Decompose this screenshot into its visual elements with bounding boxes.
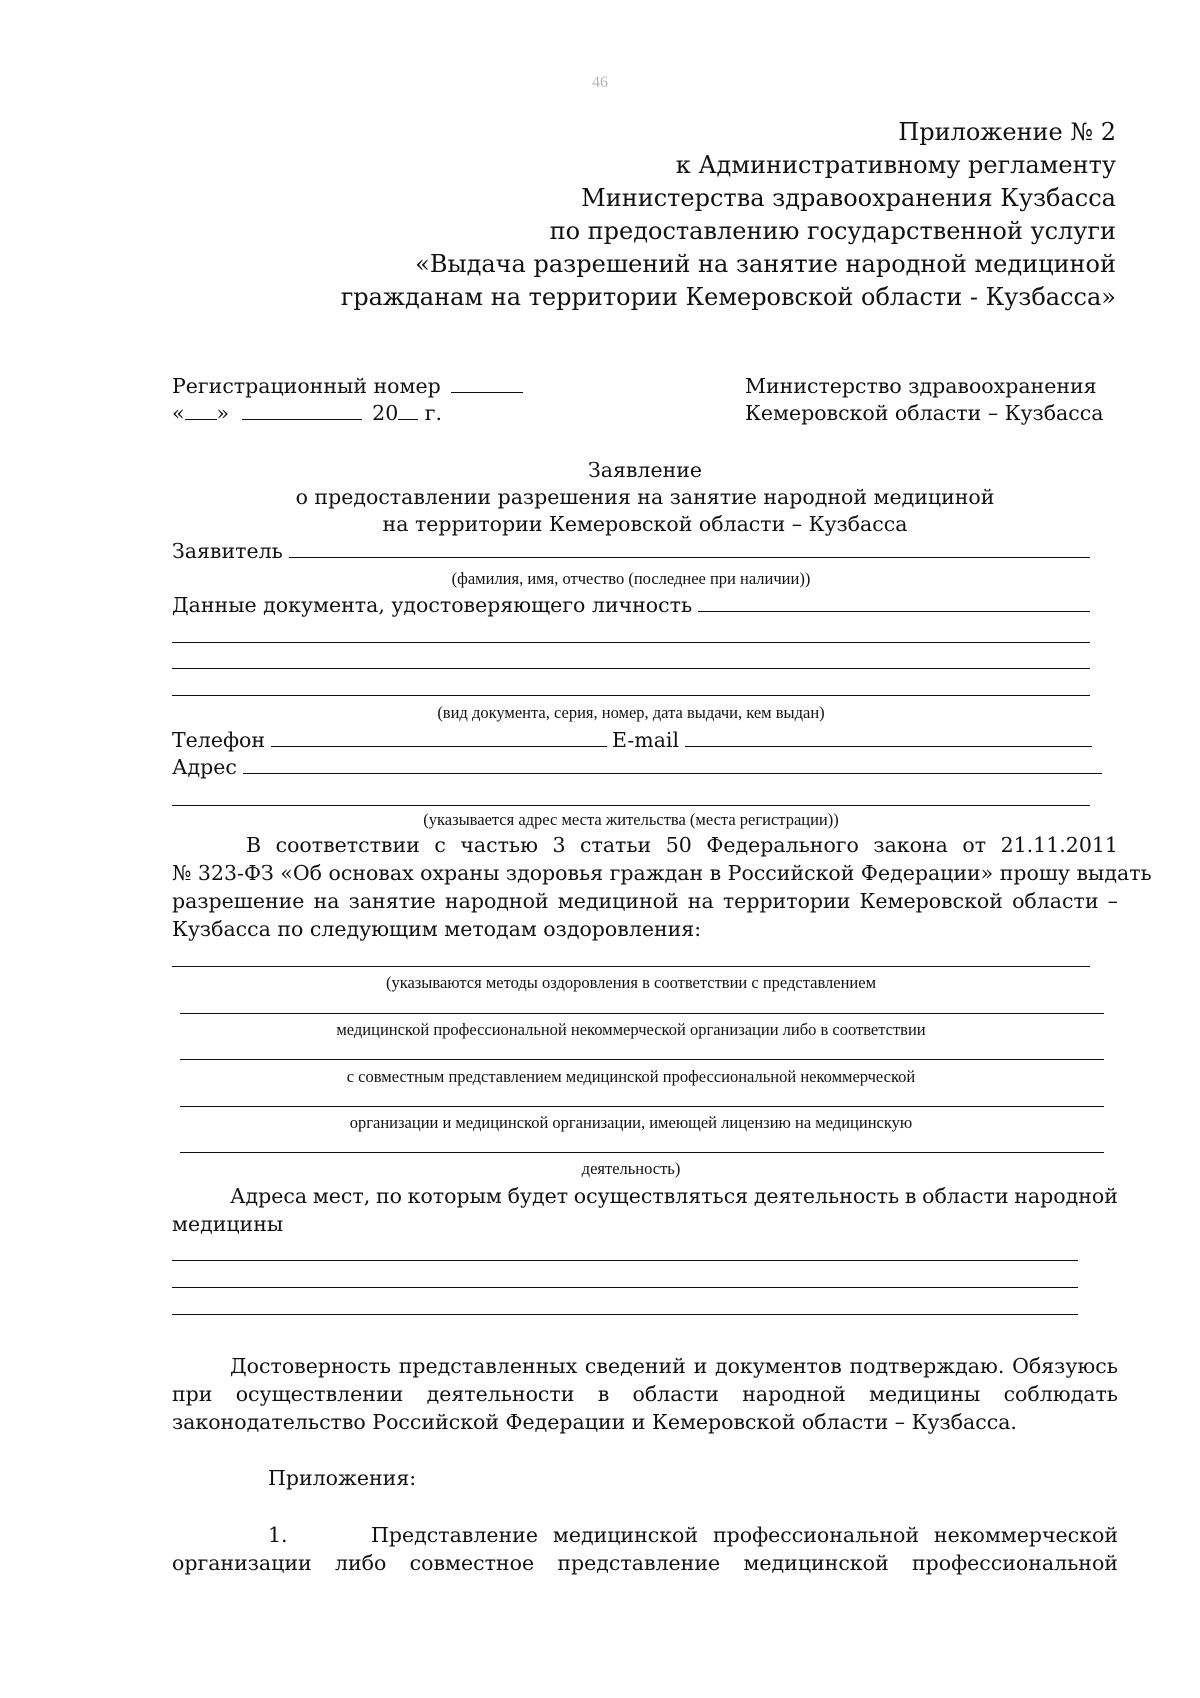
word: области <box>1012 889 1099 913</box>
word: организации <box>172 1551 312 1575</box>
day-blank[interactable] <box>185 401 217 420</box>
address-hint: (указывается адрес места жительства (места регистрации)) <box>423 810 839 829</box>
address-row <box>172 754 1102 780</box>
methods-line-2[interactable] <box>180 1013 1104 1014</box>
recipient-line-2: Кемеровской области – Кузбасса <box>745 401 1104 425</box>
word: сведений <box>584 1354 686 1378</box>
methods-line-1[interactable] <box>172 966 1090 967</box>
word: Представление <box>371 1523 538 1547</box>
recipient-line-1: Министерство здравоохранения <box>745 374 1097 398</box>
methods-hint-1: (указываются методы оздоровления в соответствии с представлением <box>385 973 877 992</box>
attachment-1-line-2 <box>172 1550 1118 1576</box>
word: закона <box>873 833 948 857</box>
places-line-2: медицины <box>172 1212 284 1236</box>
registration-date <box>172 400 442 426</box>
confirmation-line-1 <box>230 1353 1118 1379</box>
word: представление <box>557 1551 721 1575</box>
month-blank[interactable] <box>242 401 362 420</box>
word: Кемеровской <box>859 889 1003 913</box>
word: области <box>922 1184 1009 1208</box>
word: В <box>246 833 262 857</box>
date-open-quote: « <box>172 401 185 425</box>
attachment-1-number: 1. <box>268 1523 288 1547</box>
word: подтверждаю. <box>849 1354 1005 1378</box>
places-line-1 <box>230 1183 1118 1209</box>
word: по <box>375 1184 402 1208</box>
id-doc-line-2[interactable] <box>172 642 1090 643</box>
request-line-3 <box>172 888 1118 914</box>
id-doc-line-3[interactable] <box>172 668 1090 669</box>
word: в <box>597 1382 610 1406</box>
word: документов <box>714 1354 842 1378</box>
word: от <box>962 833 987 857</box>
email-row <box>612 727 1092 753</box>
methods-hint-5: деятельность) <box>581 1159 681 1178</box>
address-line-2[interactable] <box>172 805 1090 806</box>
appendix-line-5: «Выдача разрешений на занятие народной медициной <box>415 250 1116 278</box>
word: медицинской <box>743 1551 889 1575</box>
appendix-line-6: гражданам на территории Кемеровской области - Кузбасса» <box>340 283 1116 311</box>
word: Адреса <box>230 1184 308 1208</box>
id-doc-hint: (вид документа, серия, номер, дата выдачи, кем выдан) <box>437 703 825 722</box>
applicant-row <box>172 538 1090 564</box>
word: некоммерческой <box>933 1523 1118 1547</box>
methods-line-3[interactable] <box>180 1059 1104 1060</box>
phone-row <box>172 727 607 753</box>
methods-line-4[interactable] <box>180 1106 1104 1107</box>
appendix-line-2: к Административному регламенту <box>675 151 1116 179</box>
word: профессиональной <box>911 1551 1118 1575</box>
word: будет <box>507 1184 569 1208</box>
methods-hint-2: медицинской профессиональной некоммерческой организации либо в соответствии <box>336 1020 926 1039</box>
word: профессиональной <box>712 1523 919 1547</box>
attachment-1-line-1 <box>371 1522 1118 1548</box>
word: представленных <box>398 1354 578 1378</box>
document-title: Заявление <box>587 458 703 482</box>
word: деятельности <box>426 1382 575 1406</box>
word: народной <box>1014 1184 1118 1208</box>
places-field-1[interactable] <box>172 1260 1078 1261</box>
word: мест, <box>312 1184 371 1208</box>
word: народной <box>742 1382 846 1406</box>
word: осуществлении <box>235 1382 404 1406</box>
word: частью <box>460 833 538 857</box>
word: деятельность <box>753 1184 900 1208</box>
word: области <box>632 1382 719 1406</box>
registration-number-blank[interactable] <box>451 374 523 393</box>
word: при <box>172 1382 213 1406</box>
year-suffix: г. <box>424 401 443 425</box>
appendix-line-4: по предоставлению государственной услуги <box>549 217 1116 245</box>
email-label: E-mail <box>612 728 680 752</box>
request-line-1 <box>246 832 1118 858</box>
address-field[interactable] <box>243 757 1102 774</box>
document-subtitle-2: на территории Кемеровской области – Кузбасса <box>382 512 908 536</box>
applicant-label: Заявитель <box>172 539 283 563</box>
applicant-hint: (фамилия, имя, отчество (последнее при наличии)) <box>451 569 811 588</box>
confirmation-line-2 <box>172 1381 1118 1407</box>
methods-hint-4: организации и медицинской организации, имеющей лицензию на медицинскую <box>349 1113 913 1132</box>
word: Обязуюсь <box>1012 1354 1118 1378</box>
word: Федерального <box>706 833 859 857</box>
id-doc-label: Данные документа, удостоверяющего личность <box>172 593 693 617</box>
word: 3 <box>552 833 566 857</box>
date-close-quote: » <box>216 401 230 425</box>
phone-label: Телефон <box>172 728 266 752</box>
confirmation-line-3: законодательство Российской Федерации и Кемеровской области – Кузбасса. <box>172 1410 1017 1434</box>
word: осуществляться <box>573 1184 749 1208</box>
page-number: 46 <box>592 74 608 91</box>
email-field[interactable] <box>685 730 1092 747</box>
word: с <box>434 833 446 857</box>
registration-number-label: Регистрационный номер <box>172 374 441 398</box>
places-field-3[interactable] <box>172 1314 1078 1315</box>
word: Достоверность <box>230 1354 391 1378</box>
word: в <box>904 1184 917 1208</box>
registration-number <box>172 373 523 399</box>
methods-line-5[interactable] <box>180 1152 1104 1153</box>
word: либо <box>334 1551 387 1575</box>
word: медицинской <box>552 1523 699 1547</box>
appendix-line-3: Министерства здравоохранения Кузбасса <box>581 184 1116 212</box>
word: которым <box>407 1184 502 1208</box>
word: совместное <box>409 1551 535 1575</box>
word: на <box>687 889 714 913</box>
id-doc-line-4[interactable] <box>172 695 1090 696</box>
word: медициной <box>557 889 679 913</box>
id-doc-field[interactable] <box>698 595 1090 612</box>
word: занятие <box>348 889 436 913</box>
request-line-2: № 323-ФЗ «Об основах охраны здоровья граждан в Российской Федерации» прошу выдать <box>172 861 1152 885</box>
word: медицины <box>869 1382 981 1406</box>
id-doc-row <box>172 592 1090 618</box>
word: соблюдать <box>1003 1382 1118 1406</box>
places-field-2[interactable] <box>172 1287 1078 1288</box>
request-line-4: Кузбасса по следующим методам оздоровления: <box>172 917 702 941</box>
year-prefix: 20 <box>372 401 399 425</box>
applicant-field[interactable] <box>289 541 1090 558</box>
attachments-title: Приложения: <box>268 1466 417 1490</box>
word: статьи <box>580 833 652 857</box>
phone-field[interactable] <box>271 730 607 747</box>
word: 21.11.2011 <box>1000 833 1118 857</box>
methods-hint-3: с совместным представлением медицинской профессиональной некоммерческой <box>346 1067 916 1086</box>
word: народной <box>444 889 549 913</box>
document-subtitle-1: о предоставлении разрешения на занятие народной медициной <box>295 485 995 509</box>
word: соответствии <box>275 833 420 857</box>
word: – <box>1107 889 1118 913</box>
word: и <box>693 1354 708 1378</box>
year-blank[interactable] <box>398 401 418 420</box>
word: 50 <box>665 833 692 857</box>
appendix-title: Приложение № 2 <box>898 118 1116 146</box>
address-label: Адрес <box>172 755 237 779</box>
word: на <box>313 889 340 913</box>
word: территории <box>722 889 851 913</box>
word: разрешение <box>172 889 305 913</box>
